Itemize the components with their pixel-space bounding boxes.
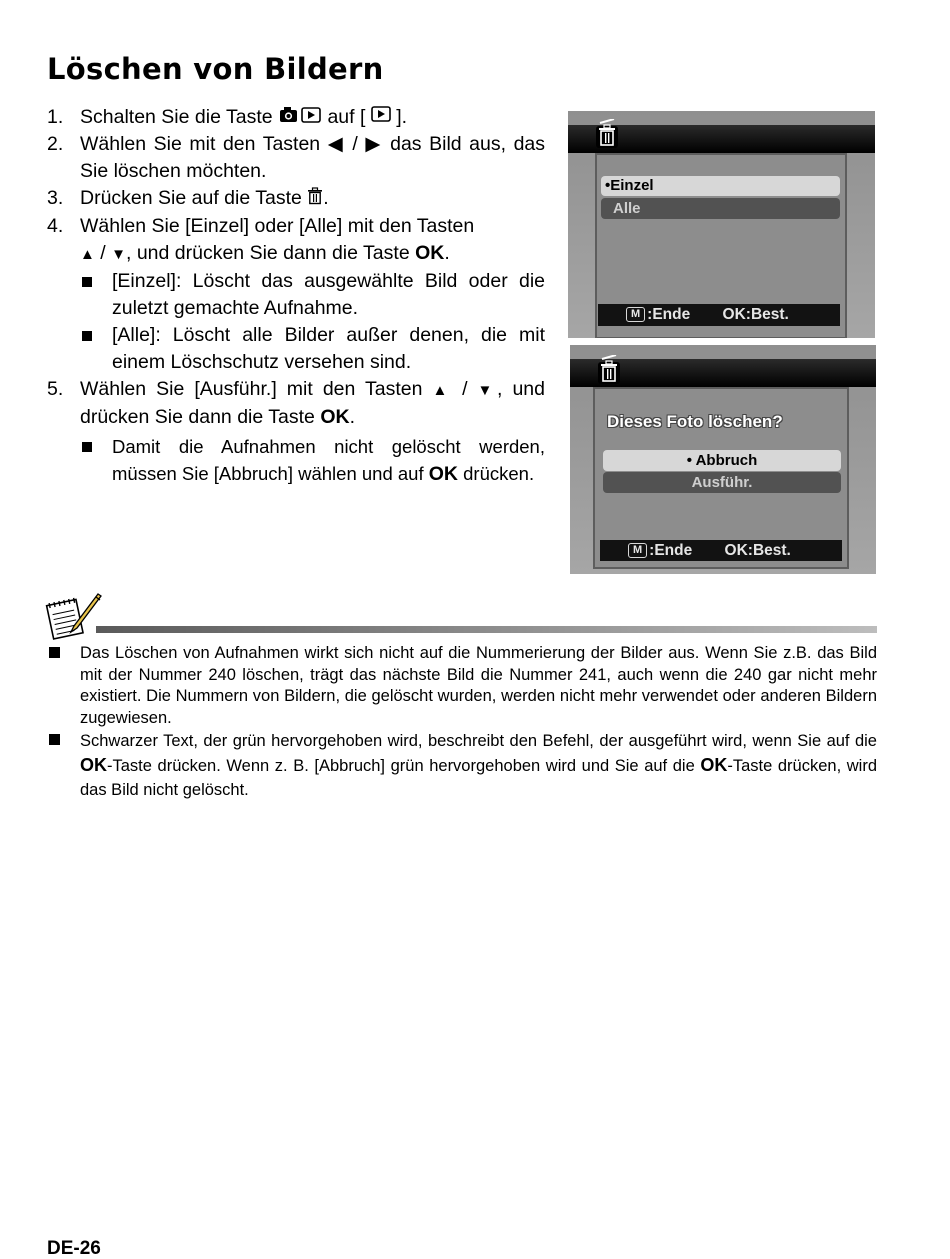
step-text: das Bild aus, das Sie löschen möchten. — [80, 133, 546, 183]
down-arrow-icon: ▼ — [477, 381, 497, 399]
step-2 — [47, 131, 545, 185]
option-alle[interactable]: Alle — [601, 198, 840, 219]
ok-key-label: OK — [415, 241, 445, 264]
up-arrow-icon: ▲ — [80, 245, 95, 263]
substep-alle — [47, 322, 545, 376]
step-number: 2. — [47, 133, 64, 156]
step-text: ]. — [396, 106, 408, 128]
ok-key-label: OK — [428, 462, 458, 485]
step-4 — [47, 213, 545, 268]
step-text: . — [444, 241, 450, 264]
bullet-square — [49, 647, 60, 658]
step-5 — [47, 376, 545, 431]
screen-bottom-bar — [598, 304, 840, 326]
camera-screen-delete-confirm — [570, 345, 876, 574]
end-label: :Ende — [649, 542, 693, 559]
page-number: DE-26 — [47, 1238, 101, 1259]
down-arrow-icon: ▼ — [111, 245, 126, 263]
step-text: , und drücken Sie dann die Taste — [125, 241, 410, 264]
separator: / — [352, 133, 358, 156]
step-text: , und drücken Sie dann die Taste — [80, 377, 545, 428]
option-abbruch[interactable]: • Abbruch — [603, 450, 841, 471]
step-1 — [47, 104, 545, 131]
ok-key-label: OK — [80, 755, 107, 775]
trash-icon — [592, 119, 622, 149]
menu-key-icon: M — [626, 307, 645, 322]
step-number: 3. — [47, 187, 64, 210]
step-number: 5. — [47, 377, 64, 400]
option-ausfuehr[interactable]: Ausführ. — [603, 472, 841, 493]
page-title: Löschen von Bildern — [47, 52, 384, 86]
right-arrow-icon: ▶ — [365, 133, 383, 156]
trash-icon — [307, 186, 323, 213]
note-text: Das Löschen von Aufnahmen wirkt sich nicht auf die Nummerierung der Bilder aus. Wenn Sie z.B. das Bild mit der Nummer 240 löschen, trägt das nächste Bild die Nummer 241, auch wenn die 240 gar nicht mehr existiert. Die Nummern von Bildern, die gelöscht wurden, werden nicht mehr verwendet oder anderen Bildern zugewiesen. — [80, 644, 877, 727]
ok-confirm-label: OK:Best. — [722, 306, 789, 323]
notes-section — [47, 643, 877, 802]
substep-text: drücken. — [463, 462, 535, 484]
substep-abbruch — [47, 433, 545, 488]
ok-key-label: OK — [320, 405, 350, 428]
step-text: auf [ — [327, 106, 366, 128]
note-item — [47, 729, 877, 802]
delete-question: Dieses Foto löschen? — [607, 412, 783, 431]
bullet-square — [82, 277, 92, 287]
step-text: Wählen Sie [Einzel] oder [Alle] mit den Tasten — [80, 214, 475, 237]
step-text: . — [323, 187, 329, 210]
note-item — [47, 643, 877, 729]
substep-text: [Alle]: Löscht alle Bilder außer denen, die mit einem Löschschutz versehen sind. — [112, 323, 545, 373]
option-einzel[interactable]: •Einzel — [601, 176, 840, 196]
separator: / — [462, 377, 468, 400]
ok-key-label: OK — [700, 755, 728, 775]
step-text: Drücken Sie auf die Taste — [80, 187, 302, 210]
note-text: Schwarzer Text, der grün hervorgehoben wird, beschreibt den Befehl, der ausgeführt wird, wenn Sie auf die — [80, 732, 877, 750]
step-text: Wählen Sie [Ausführ.] mit den Tasten — [80, 377, 423, 400]
step-text: Schalten Sie die Taste — [80, 106, 273, 128]
substep-text: Damit die Aufnahmen nicht gelöscht werden, müssen Sie [Abbruch] wählen und auf — [112, 435, 545, 484]
note-text: -Taste drücken, wird das Bild nicht gelöscht. — [80, 757, 877, 799]
bullet-square — [49, 734, 60, 745]
end-label: :Ende — [647, 306, 691, 323]
notepad-pencil-icon — [44, 590, 102, 642]
substep-einzel — [47, 268, 545, 322]
step-list — [47, 104, 545, 488]
ok-confirm-label: OK:Best. — [724, 542, 791, 559]
substep-text: [Einzel]: Löscht das ausgewählte Bild oder die zuletzt gemachte Aufnahme. — [112, 269, 545, 319]
step-number: 4. — [47, 214, 64, 237]
screen-bottom-bar — [600, 540, 842, 561]
playback-icon — [371, 104, 391, 131]
camera-playback-icon — [278, 104, 322, 131]
step-text: . — [349, 405, 355, 428]
separator: / — [100, 241, 106, 264]
step-number: 1. — [47, 106, 64, 128]
menu-key-icon: M — [628, 543, 647, 558]
step-text: Wählen Sie mit den Tasten — [80, 133, 321, 156]
camera-screen-delete-mode — [568, 111, 875, 338]
bullet-square — [82, 331, 92, 341]
left-arrow-icon: ◀ — [327, 133, 345, 156]
bullet-square — [82, 442, 92, 452]
up-arrow-icon: ▲ — [432, 381, 453, 399]
trash-icon — [594, 355, 624, 385]
step-3 — [47, 185, 545, 212]
note-text: -Taste drücken. Wenn z. B. [Abbruch] grün hervorgehoben wird und Sie auf die — [107, 757, 695, 775]
note-divider — [96, 626, 877, 633]
